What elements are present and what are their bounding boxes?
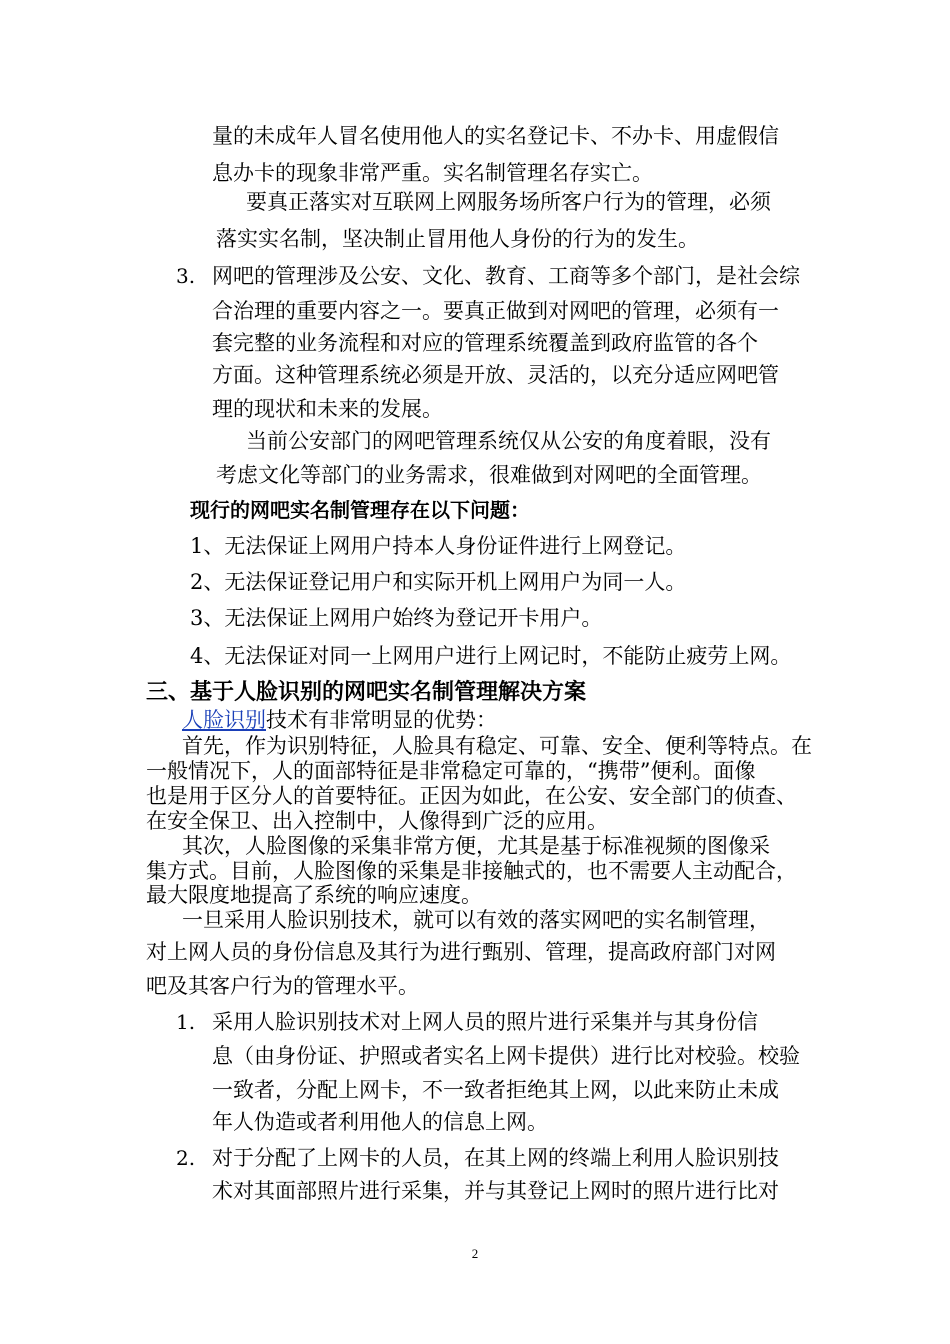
text-line: 理的现状和未来的发展。 [212, 397, 443, 421]
list-number: 2. [176, 1146, 196, 1170]
text-line: 考虑文化等部门的业务需求，很难做到对网吧的全面管理。 [216, 463, 762, 487]
text-line: 其次，人脸图像的采集非常方便，尤其是基于标准视频的图像采 [182, 834, 770, 858]
text-line: 一旦采用人脸识别技术，就可以有效的落实网吧的实名制管理， [182, 908, 770, 932]
text-line: 量的未成年人冒名使用他人的实名登记卡、不办卡、用虚假信 [212, 124, 779, 148]
face-recognition-link[interactable]: 人脸识别 [182, 708, 266, 732]
text-line: 息办卡的现象非常严重。实名制管理名存实亡。 [212, 161, 653, 185]
list-number: 1. [176, 1010, 196, 1034]
text-line: 网吧的管理涉及公安、文化、教育、工商等多个部门，是社会综 [212, 264, 800, 288]
text-line: 术对其面部照片进行采集，并与其登记上网时的照片进行比对 [212, 1179, 779, 1203]
text-line: 最大限度地提高了系统的响应速度。 [146, 883, 482, 907]
text-line: 套完整的业务流程和对应的管理系统覆盖到政府监管的各个 [212, 331, 758, 355]
text-line: 吧及其客户行为的管理水平。 [146, 974, 419, 998]
text-line: 在安全保卫、出入控制中，人像得到广泛的应用。 [146, 809, 608, 833]
text-span: 技术有非常明显的优势： [266, 708, 497, 732]
list-item: 2、无法保证登记用户和实际开机上网用户为同一人。 [190, 570, 687, 594]
list-item: 3、无法保证上网用户始终为登记开卡用户。 [190, 606, 603, 630]
text-line: 集方式。目前，人脸图像的采集是非接触式的，也不需要人主动配合， [146, 859, 797, 883]
text-line: 方面。这种管理系统必须是开放、灵活的，以充分适应网吧管 [212, 363, 779, 387]
text-line: 落实实名制，坚决制止冒用他人身份的行为的发生。 [216, 227, 699, 251]
text-line: 年人伪造或者利用他人的信息上网。 [212, 1110, 548, 1134]
text-line: 也是用于区分人的首要特征。正因为如此，在公安、安全部门的侦查、 [146, 784, 797, 808]
text-line: 当前公安部门的网吧管理系统仅从公安的角度着眼，没有 [246, 429, 771, 453]
list-item: 4、无法保证对同一上网用户进行上网记时，不能防止疲劳上网。 [190, 644, 792, 668]
text-line: 合治理的重要内容之一。要真正做到对网吧的管理，必须有一 [212, 299, 779, 323]
text-line: 一致者，分配上网卡，不一致者拒绝其上网，以此来防止未成 [212, 1078, 779, 1102]
text-line: 采用人脸识别技术对上网人员的照片进行采集并与其身份信 [212, 1010, 758, 1034]
text-line: 要真正落实对互联网上网服务场所客户行为的管理，必须 [246, 190, 771, 214]
section-subtitle: 现行的网吧实名制管理存在以下问题： [190, 498, 530, 522]
text-line: 首先，作为识别特征，人脸具有稳定、可靠、安全、便利等特点。在 [182, 734, 812, 758]
text-line: 对于分配了上网卡的人员，在其上网的终端上利用人脸识别技 [212, 1146, 779, 1170]
text-line: 对上网人员的身份信息及其行为进行甄别、管理，提高政府部门对网 [146, 940, 776, 964]
text-line: 息（由身份证、护照或者实名上网卡提供）进行比对校验。校验 [212, 1044, 800, 1068]
list-item: 1、无法保证上网用户持本人身份证件进行上网登记。 [190, 534, 687, 558]
text-line: 一般情况下，人的面部特征是非常稳定可靠的，“携带”便利。面像 [146, 759, 756, 783]
list-number: 3. [176, 264, 196, 288]
section-heading: 三、基于人脸识别的网吧实名制管理解决方案 [146, 680, 587, 705]
page-number: 2 [471, 1246, 479, 1261]
text-line [182, 707, 497, 733]
